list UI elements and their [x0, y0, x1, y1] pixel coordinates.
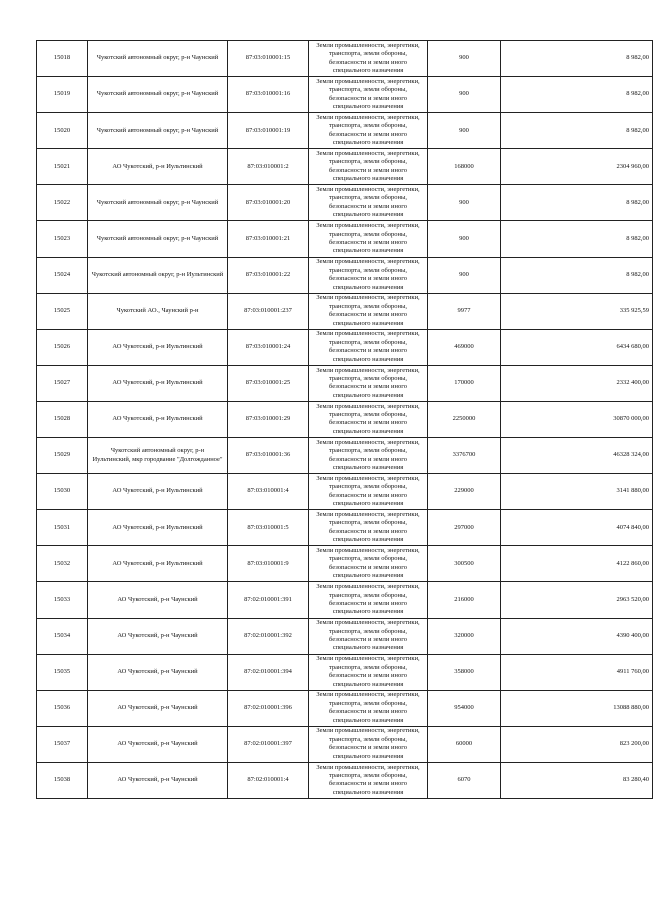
location-cell: АО Чукотский, р-н Иультинский [88, 510, 228, 546]
cadastral-value-cell: 6434 680,00 [501, 329, 653, 365]
land-category-cell: Земли промышленности, энергетики, транспорта, земли обороны, безопасности и земли иного специального назначения [309, 654, 428, 690]
location-cell: Чукотский автономный округ, р-н Иультинский, мкр городвание "Долгожданное" [88, 438, 228, 474]
record-number: 15026 [37, 329, 88, 365]
table-row [37, 293, 653, 329]
record-number: 15021 [37, 149, 88, 185]
cadastral-number-cell: 87:03:010001:29 [228, 401, 309, 437]
location-cell: АО Чукотский, р-н Чаунский [88, 690, 228, 726]
location-cell: АО Чукотский, р-н Иультинский [88, 474, 228, 510]
land-category-cell: Земли промышленности, энергетики, транспорта, земли обороны, безопасности и земли иного специального назначения [309, 185, 428, 221]
area-cell: 216000 [428, 582, 501, 618]
cadastral-number-cell: 87:03:010001:16 [228, 77, 309, 113]
record-number: 15033 [37, 582, 88, 618]
area-cell: 900 [428, 77, 501, 113]
land-category-cell: Земли промышленности, энергетики, транспорта, земли обороны, безопасности и земли иного специального назначения [309, 726, 428, 762]
cadastral-number-cell: 87:03:010001:15 [228, 41, 309, 77]
table-row [37, 41, 653, 77]
record-number: 15024 [37, 257, 88, 293]
land-category-cell: Земли промышленности, энергетики, транспорта, земли обороны, безопасности и земли иного специального назначения [309, 474, 428, 510]
area-cell: 900 [428, 221, 501, 257]
table-row [37, 185, 653, 221]
cadastral-value-cell: 8 982,00 [501, 113, 653, 149]
record-number: 15018 [37, 41, 88, 77]
cadastral-value-cell: 8 982,00 [501, 77, 653, 113]
location-cell: АО Чукотский, р-н Чаунский [88, 582, 228, 618]
location-cell: АО Чукотский, р-н Иультинский [88, 401, 228, 437]
location-cell: АО Чукотский, р-н Чаунский [88, 654, 228, 690]
record-number: 15029 [37, 438, 88, 474]
area-cell: 300500 [428, 546, 501, 582]
record-number: 15022 [37, 185, 88, 221]
table-row [37, 438, 653, 474]
cadastral-number-cell: 87:02:010001:4 [228, 762, 309, 798]
record-number: 15037 [37, 726, 88, 762]
area-cell: 358000 [428, 654, 501, 690]
land-category-cell: Земли промышленности, энергетики, транспорта, земли обороны, безопасности и земли иного специального назначения [309, 546, 428, 582]
area-cell: 168000 [428, 149, 501, 185]
cadastral-number-cell: 87:02:010001:396 [228, 690, 309, 726]
cadastral-value-cell: 8 982,00 [501, 41, 653, 77]
cadastral-value-cell: 83 280,40 [501, 762, 653, 798]
record-number: 15027 [37, 365, 88, 401]
area-cell: 900 [428, 185, 501, 221]
table-row [37, 113, 653, 149]
cadastral-number-cell: 87:03:010001:4 [228, 474, 309, 510]
land-category-cell: Земли промышленности, энергетики, транспорта, земли обороны, безопасности и земли иного специального назначения [309, 41, 428, 77]
record-number: 15032 [37, 546, 88, 582]
record-number: 15020 [37, 113, 88, 149]
table-row [37, 401, 653, 437]
cadastral-number-cell: 87:03:010001:25 [228, 365, 309, 401]
area-cell: 469000 [428, 329, 501, 365]
cadastral-value-cell: 13088 880,00 [501, 690, 653, 726]
table-row [37, 654, 653, 690]
record-number: 15030 [37, 474, 88, 510]
table-row [37, 726, 653, 762]
land-category-cell: Земли промышленности, энергетики, транспорта, земли обороны, безопасности и земли иного специального назначения [309, 762, 428, 798]
area-cell: 900 [428, 257, 501, 293]
table-row [37, 546, 653, 582]
cadastral-number-cell: 87:03:010001:9 [228, 546, 309, 582]
land-category-cell: Земли промышленности, энергетики, транспорта, земли обороны, безопасности и земли иного специального назначения [309, 690, 428, 726]
area-cell: 2250000 [428, 401, 501, 437]
cadastral-value-cell: 8 982,00 [501, 221, 653, 257]
table-row [37, 762, 653, 798]
table-row [37, 474, 653, 510]
location-cell: АО Чукотский, р-н Чаунский [88, 762, 228, 798]
table-row [37, 149, 653, 185]
cadastral-number-cell: 87:03:010001:21 [228, 221, 309, 257]
location-cell: Чукотский автономный округ, р-н Чаунский [88, 185, 228, 221]
land-category-cell: Земли промышленности, энергетики, транспорта, земли обороны, безопасности и земли иного специального назначения [309, 365, 428, 401]
cadastral-value-cell: 823 200,00 [501, 726, 653, 762]
location-cell: АО Чукотский, р-н Чаунский [88, 726, 228, 762]
table-row [37, 221, 653, 257]
record-number: 15034 [37, 618, 88, 654]
land-category-cell: Земли промышленности, энергетики, транспорта, земли обороны, безопасности и земли иного специального назначения [309, 618, 428, 654]
area-cell: 9977 [428, 293, 501, 329]
location-cell: АО Чукотский, р-н Иультинский [88, 329, 228, 365]
cadastral-value-cell: 46328 324,00 [501, 438, 653, 474]
cadastral-value-cell: 2963 520,00 [501, 582, 653, 618]
cadastral-number-cell: 87:03:010001:19 [228, 113, 309, 149]
area-cell: 3376700 [428, 438, 501, 474]
record-number: 15019 [37, 77, 88, 113]
land-registry-table [36, 40, 653, 799]
location-cell: АО Чукотский, р-н Иультинский [88, 149, 228, 185]
land-category-cell: Земли промышленности, энергетики, транспорта, земли обороны, безопасности и земли иного специального назначения [309, 257, 428, 293]
area-cell: 229000 [428, 474, 501, 510]
area-cell: 6070 [428, 762, 501, 798]
cadastral-number-cell: 87:02:010001:394 [228, 654, 309, 690]
table-row [37, 582, 653, 618]
land-category-cell: Земли промышленности, энергетики, транспорта, земли обороны, безопасности и земли иного специального назначения [309, 582, 428, 618]
land-category-cell: Земли промышленности, энергетики, транспорта, земли обороны, безопасности и земли иного специального назначения [309, 149, 428, 185]
table-row [37, 690, 653, 726]
record-number: 15028 [37, 401, 88, 437]
cadastral-number-cell: 87:02:010001:391 [228, 582, 309, 618]
land-category-cell: Земли промышленности, энергетики, транспорта, земли обороны, безопасности и земли иного специального назначения [309, 401, 428, 437]
cadastral-value-cell: 30870 000,00 [501, 401, 653, 437]
table-row [37, 329, 653, 365]
table-row [37, 77, 653, 113]
area-cell: 900 [428, 41, 501, 77]
table-row [37, 618, 653, 654]
location-cell: Чукотский автономный округ, р-н Чаунский [88, 77, 228, 113]
cadastral-number-cell: 87:03:010001:22 [228, 257, 309, 293]
location-cell: АО Чукотский, р-н Иультинский [88, 546, 228, 582]
area-cell: 170000 [428, 365, 501, 401]
record-number: 15036 [37, 690, 88, 726]
land-category-cell: Земли промышленности, энергетики, транспорта, земли обороны, безопасности и земли иного специального назначения [309, 77, 428, 113]
record-number: 15023 [37, 221, 88, 257]
cadastral-value-cell: 4911 760,00 [501, 654, 653, 690]
table-row [37, 365, 653, 401]
area-cell: 297000 [428, 510, 501, 546]
land-category-cell: Земли промышленности, энергетики, транспорта, земли обороны, безопасности и земли иного специального назначения [309, 113, 428, 149]
location-cell: АО Чукотский, р-н Иультинский [88, 365, 228, 401]
cadastral-value-cell: 2332 400,00 [501, 365, 653, 401]
record-number: 15025 [37, 293, 88, 329]
cadastral-number-cell: 87:03:010001:20 [228, 185, 309, 221]
land-category-cell: Земли промышленности, энергетики, транспорта, земли обороны, безопасности и земли иного специального назначения [309, 221, 428, 257]
location-cell: Чукотский автономный округ, р-н Чаунский [88, 221, 228, 257]
registry-table-body [37, 41, 653, 799]
cadastral-value-cell: 335 925,59 [501, 293, 653, 329]
cadastral-number-cell: 87:03:010001:5 [228, 510, 309, 546]
record-number: 15038 [37, 762, 88, 798]
cadastral-value-cell: 2304 960,00 [501, 149, 653, 185]
record-number: 15031 [37, 510, 88, 546]
table-row [37, 510, 653, 546]
cadastral-value-cell: 4074 840,00 [501, 510, 653, 546]
area-cell: 954000 [428, 690, 501, 726]
record-number: 15035 [37, 654, 88, 690]
location-cell: Чукотский АО., Чаунский р-н [88, 293, 228, 329]
location-cell: Чукотский автономный округ, р-н Чаунский [88, 41, 228, 77]
area-cell: 320000 [428, 618, 501, 654]
cadastral-value-cell: 8 982,00 [501, 185, 653, 221]
cadastral-value-cell: 3141 880,00 [501, 474, 653, 510]
area-cell: 900 [428, 113, 501, 149]
cadastral-number-cell: 87:03:010001:36 [228, 438, 309, 474]
land-category-cell: Земли промышленности, энергетики, транспорта, земли обороны, безопасности и земли иного специального назначения [309, 438, 428, 474]
cadastral-number-cell: 87:03:010001:24 [228, 329, 309, 365]
cadastral-number-cell: 87:03:010001:2 [228, 149, 309, 185]
area-cell: 60000 [428, 726, 501, 762]
land-category-cell: Земли промышленности, энергетики, транспорта, земли обороны, безопасности и земли иного специального назначения [309, 329, 428, 365]
cadastral-value-cell: 4390 400,00 [501, 618, 653, 654]
cadastral-number-cell: 87:03:010001:237 [228, 293, 309, 329]
location-cell: АО Чукотский, р-н Чаунский [88, 618, 228, 654]
location-cell: Чукотский автономный округ, р-н Чаунский [88, 113, 228, 149]
cadastral-value-cell: 8 982,00 [501, 257, 653, 293]
cadastral-value-cell: 4122 860,00 [501, 546, 653, 582]
location-cell: Чукотский автономный округ, р-н Иультинский [88, 257, 228, 293]
land-category-cell: Земли промышленности, энергетики, транспорта, земли обороны, безопасности и земли иного специального назначения [309, 293, 428, 329]
cadastral-number-cell: 87:02:010001:392 [228, 618, 309, 654]
cadastral-number-cell: 87:02:010001:397 [228, 726, 309, 762]
table-row [37, 257, 653, 293]
land-category-cell: Земли промышленности, энергетики, транспорта, земли обороны, безопасности и земли иного специального назначения [309, 510, 428, 546]
